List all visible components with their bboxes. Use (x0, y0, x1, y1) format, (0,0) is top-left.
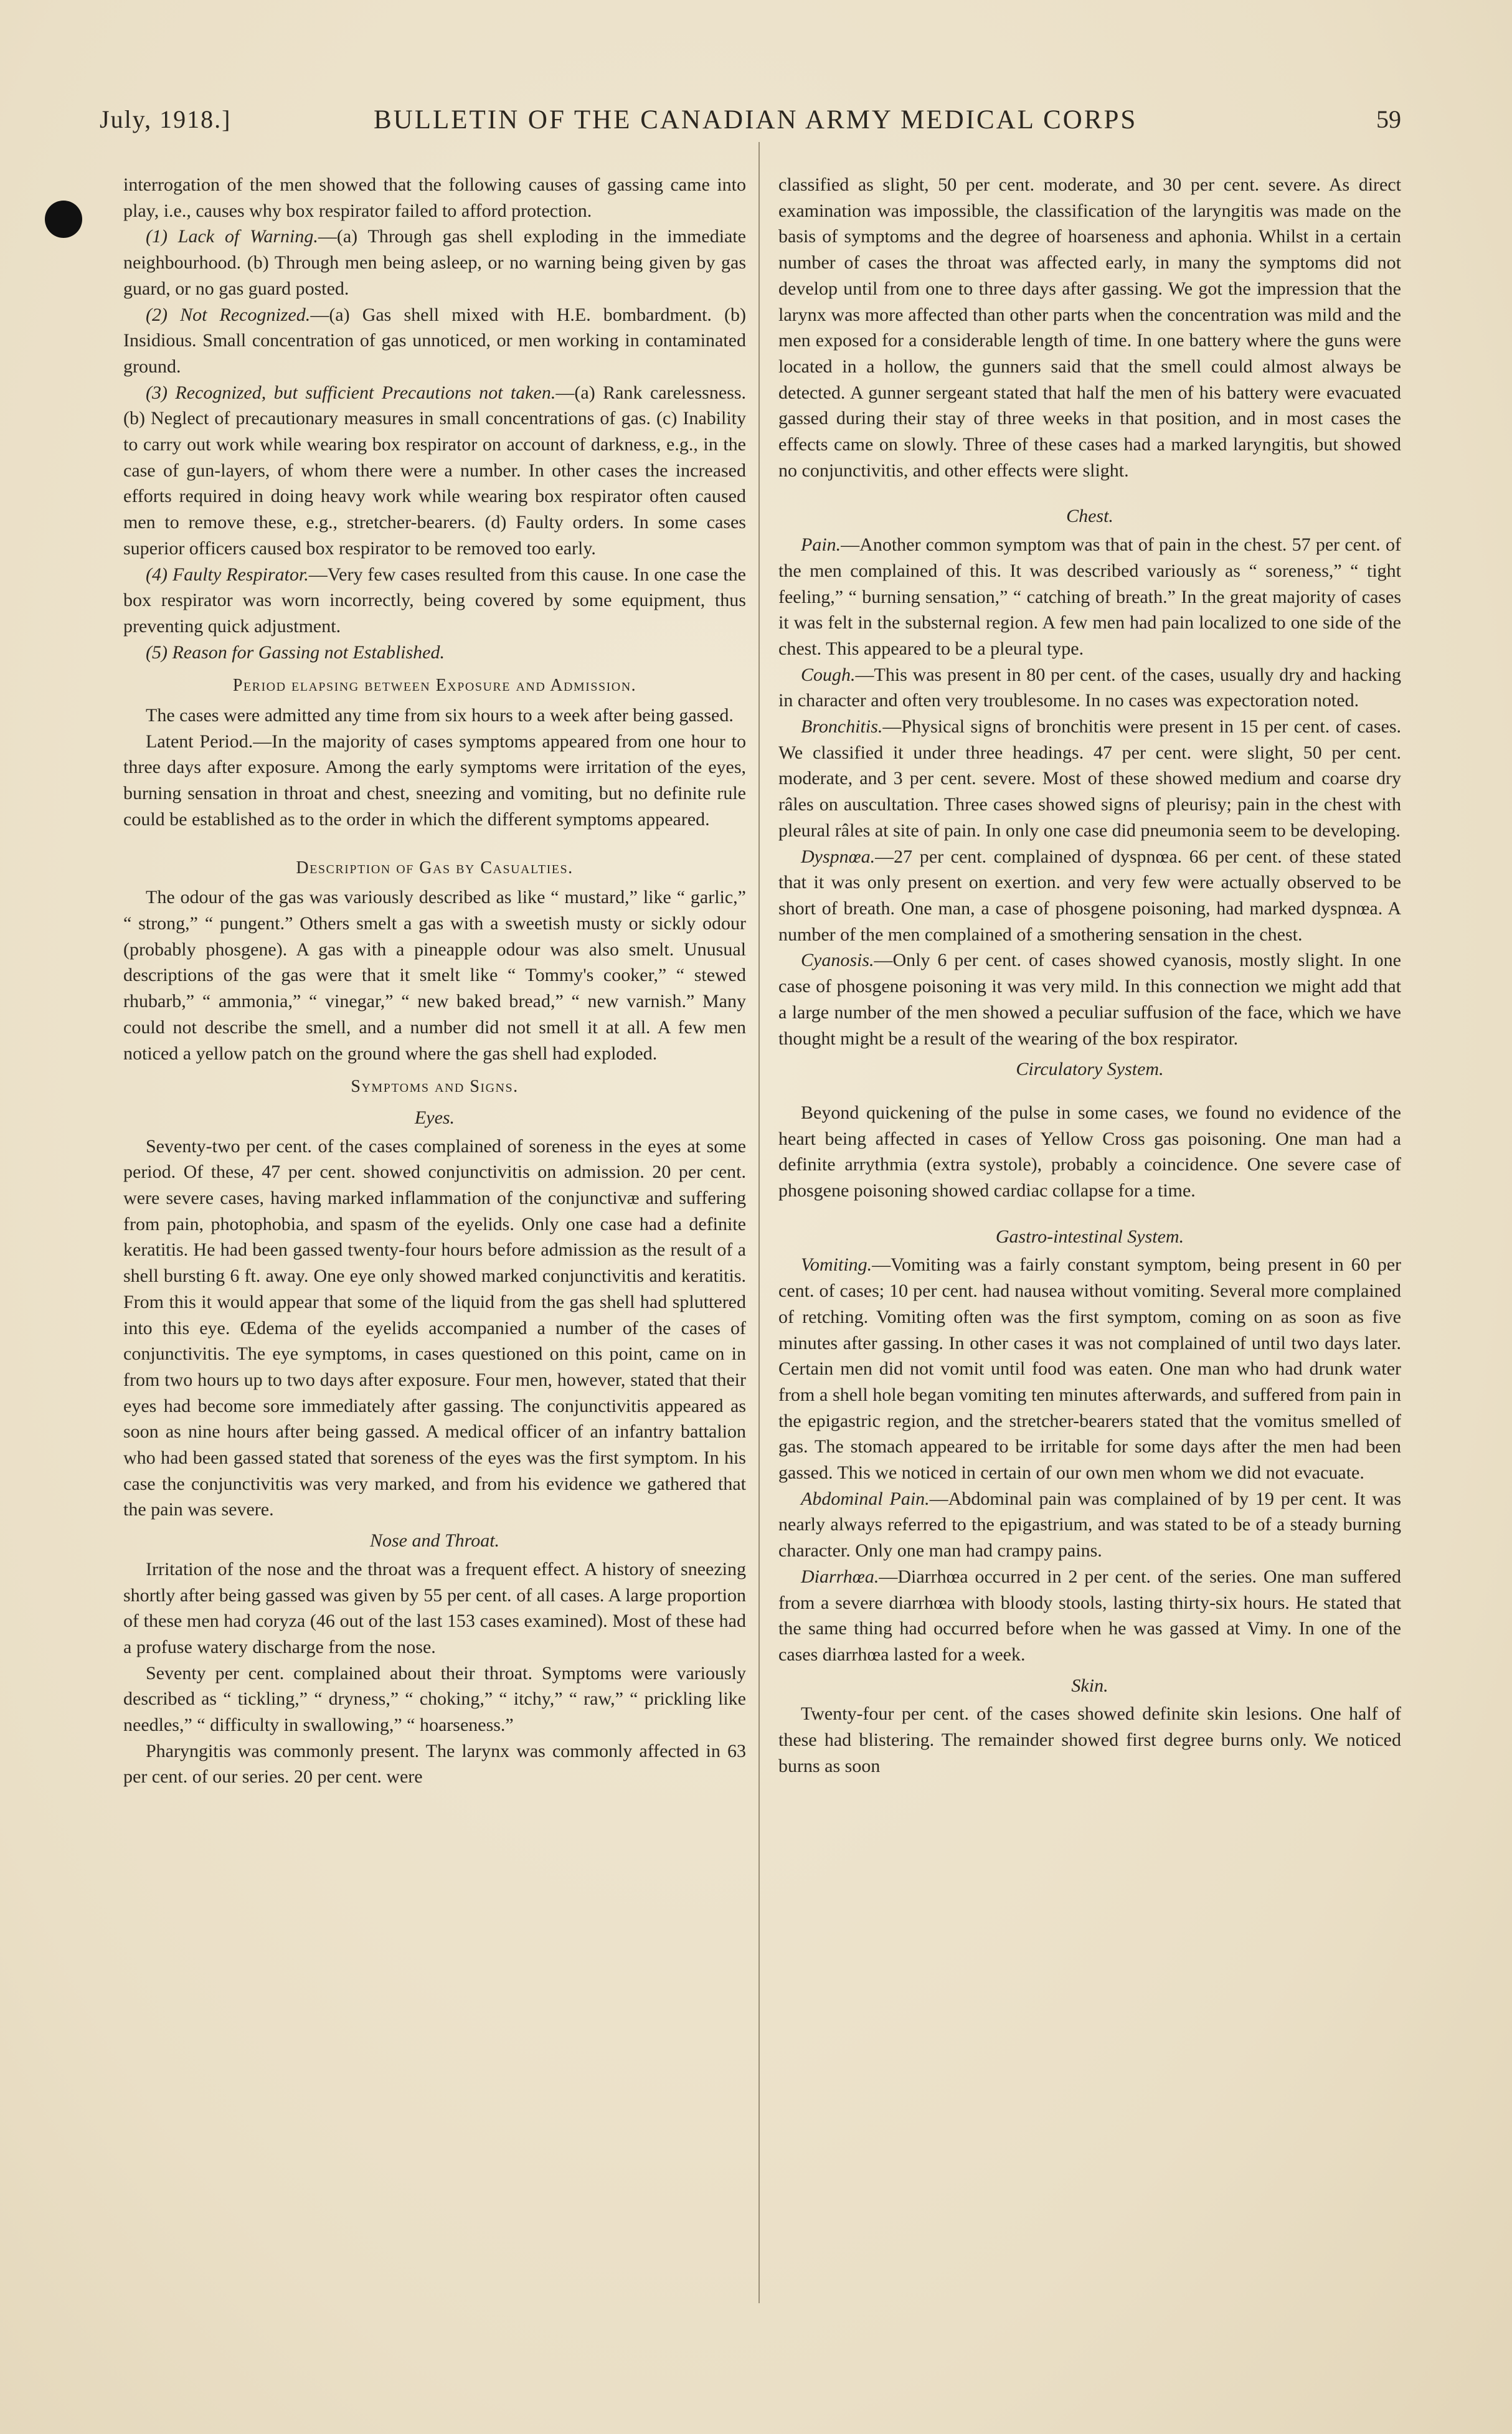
symptom-heading: Cough. (801, 664, 856, 685)
cause-heading: (2) Not Recognized. (146, 304, 311, 325)
left-column (123, 172, 746, 1790)
page-number: 59 (1376, 105, 1401, 133)
section-heading: Period elapsing between Exposure and Admission. (232, 676, 637, 696)
subsection-heading: Circulatory System. (1016, 1059, 1164, 1080)
cause-4 (123, 562, 746, 640)
paragraph: The odour of the gas was variously described as like “ mustard,” like “ garlic,” “ strong,” “ pungent.” Others smelt a gas with a sweetish musty or sickly odour (probably phosgene). A gas with a pineapple odour was also smelt. Unusual descriptions of the gas were that it smelt like “ Tommy's cooker,” “ stewed rhubarb,” “ ammonia,” “ vinegar,” “ new baked bread,” “ new varnish.” Many could not describe the smell, and a number did not smell it at all. A few men noticed a yellow patch on the ground where the gas shell had exploded. (123, 887, 746, 1064)
symptom-text: —Vomiting was a fairly constant symptom, being present in 60 per cent. of cases; 10 per cent. had nausea without vomiting. Several more complained of retching. Vomiting often was the first symptom, coming on as soon as five minutes after gassing. In other cases it was not complained of until two days later. Certain men did not vomit until food was eaten. One man who had drunk water from a shell hole began vomiting ten minutes afterwards, and suffered from pain in the epigastric region, and the stretcher-bearers stated that the vomitus smelled of gas. The stomach appeared to be irritable for some days after the men had been gassed. This we noticed in certain of our own men whom we did not evacuate. (778, 1254, 1401, 1484)
cause-5 (123, 640, 746, 666)
symptom-text: —Diarrhœa occurred in 2 per cent. of the series. One man suffered from a severe diarrhœa with bloody stools, lasting thirty-six hours. He stated that the same thing had occurred before when he was gassed at Vimy. In one of the cases diarrhœa lasted for a week. (778, 1566, 1401, 1665)
symptom-bronchitis (778, 714, 1401, 844)
cause-1 (123, 224, 746, 301)
subsection-heading: Gastro-intestinal System. (995, 1226, 1184, 1247)
cause-text: —(a) Through gas shell exploding in the immediate neighbourhood. (b) Through men being asleep, or no warning being given by gas guard, or no gas guard posted. (123, 226, 746, 299)
paragraph: Irritation of the nose and the throat was a frequent effect. A history of sneezing shortly after being gassed was given by 55 per cent. of all cases. A large proportion of these men had coryza (46 out of the last 153 cases examined). Most of these had a profuse watery discharge from the nose. (123, 1558, 746, 1657)
cause-2 (123, 302, 746, 380)
running-header (100, 105, 1401, 148)
paragraph: The cases were admitted any time from six hours to a week after being gassed. (146, 705, 734, 726)
cause-heading: (3) Recognized, but sufficient Precautions not taken. (146, 382, 556, 403)
symptom-text: —Abdominal pain was complained of by 19 per cent. It was nearly always referred to the epigastrium, and was stated to be of a steady burning character. Only one man had crampy pains. (778, 1488, 1401, 1561)
section-heading: Symptoms and Signs. (351, 1077, 519, 1097)
cause-text: —(a) Gas shell mixed with H.E. bombardment. (b) Insidious. Small concentration of gas unnoticed, or men working in contaminated ground. (123, 304, 747, 377)
cause-heading: (4) Faulty Respirator. (146, 564, 309, 585)
symptom-heading: Bronchitis. (801, 716, 883, 737)
cause-text: —(a) Rank carelessness. (b) Neglect of precautionary measures in small concentrations of gas. (c) Inability to carry out work while wearing box respirator on account of darkness, e.g., in the case of gun-layers, of whom there were a number. In other cases the increased efforts required in doing heavy work while wearing box respirator often caused men to remove these, e.g., stretcher-bearers. (d) Faulty orders. In some cases superior officers caused box respirator to be removed too early. (123, 382, 746, 559)
column-divider (758, 142, 760, 2303)
binder-hole (45, 201, 82, 238)
symptom-text: —Physical signs of bronchitis were present in 15 per cent. of cases. We classified it under three headings. 47 per cent. were slight, 50 per cent. moderate, and 3 per cent. severe. Most of these showed medium and coarse dry râles on auscultation. Three cases showed signs of pleurisy; pain in the chest with pleural râles at site of pain. In only one case did pneumonia seem to be developing. (778, 716, 1401, 841)
paragraph: Latent Period.—In the majority of cases symptoms appeared from one hour to three days after exposure. Among the early symptoms were irritation of the eyes, burning sensation in throat and chest, sneezing and vomiting, but no definite rule could be established as to the order in which the different symptoms appeared. (123, 731, 746, 830)
cause-heading: (5) Reason for Gassing not Established. (146, 642, 445, 663)
symptom-pain (778, 532, 1401, 662)
right-column (778, 172, 1401, 1779)
cause-heading: (1) Lack of Warning. (146, 226, 318, 247)
symptom-vomiting (778, 1252, 1401, 1485)
subsection-heading: Eyes. (414, 1107, 455, 1128)
paragraph: Twenty-four per cent. of the cases showed definite skin lesions. One half of these had blistering. The remainder showed first degree burns only. We noticed burns as soon (778, 1703, 1401, 1776)
symptom-abdominal-pain (778, 1486, 1401, 1564)
symptom-heading: Vomiting. (801, 1254, 872, 1276)
symptom-heading: Diarrhœa. (801, 1566, 879, 1587)
paragraph: Pharyngitis was commonly present. The larynx was commonly affected in 63 per cent. of our series. 20 per cent. were (123, 1740, 746, 1788)
subsection-heading: Chest. (1066, 506, 1113, 527)
symptom-heading: Dyspnœa. (801, 846, 876, 867)
header-date: July, 1918.] (100, 105, 232, 133)
symptom-heading: Abdominal Pain. (801, 1488, 930, 1509)
symptom-dyspnoea (778, 844, 1401, 948)
paragraph: Seventy-two per cent. of the cases complained of soreness in the eyes at some period. Of these, 47 per cent. showed conjunctivitis on admission. 20 per cent. were severe cases, having marked inflammation of the conjunctivæ and suffering from pain, photophobia, and spasm of the eyelids. Only one case had a definite keratitis. He had been gassed twenty-four hours before admission as the result of a shell bursting 6 ft. away. One eye only showed marked conjunctivitis and keratitis. From this it would appear that some of the liquid from the gas shell had spluttered into this eye. Œdema of the eyelids accompanied a number of the cases of conjunctivitis. The eye symptoms, in cases questioned on this point, came on in from two hours up to two days after exposure. Four men, however, stated that their eyes had become sore immediately after gassing. The conjunctivitis appeared as soon as nine hours after being gassed. A medical officer of an infantry battalion who had been gassed stated that soreness of the eyes was the first symptom. In his case the conjunctivitis was very marked, and from his evidence we gathered that the pain was severe. (123, 1135, 746, 1520)
subsection-heading: Skin. (1071, 1675, 1108, 1696)
symptom-text: —27 per cent. complained of dyspnœa. 66 per cent. of these stated that it was only present on exertion. and very few were actually observed to be short of breath. One man, a case of phosgene poisoning, had marked dyspnœa. A number of the men complained of a smothering sensation in the chest. (778, 846, 1401, 945)
paragraph: interrogation of the men showed that the following causes of gassing came into play, i.e., causes why box respirator failed to afford protection. (123, 174, 746, 221)
symptom-text: —Only 6 per cent. of cases showed cyanosis, mostly slight. In one case of phosgene poisoning it was very mild. In this connection we might add that a large number of the men showed a peculiar suffusion of the face, which we have thought might be a result of the wearing of the box respirator. (778, 950, 1401, 1049)
subsection-heading: Nose and Throat. (369, 1530, 500, 1551)
cause-3 (123, 380, 746, 562)
paragraph: Beyond quickening of the pulse in some cases, we found no evidence of the heart being affected in cases of Yellow Cross gas poisoning. One man had a definite arrythmia (extra systole), probably a coincidence. One severe case of phosgene poisoning showed cardiac collapse for a time. (778, 1102, 1401, 1201)
symptom-cyanosis (778, 947, 1401, 1051)
symptom-text: —Another common symptom was that of pain in the chest. 57 per cent. of the men complained of this. It was described variously as “ soreness,” “ tight feeling,” “ burning sensation,” “ catching of breath.” In the great majority of cases it was felt in the substernal region. A few men had pain localized to one side of the chest. This appeared to be a pleural type. (778, 534, 1401, 659)
section-heading: Description of Gas by Casualties. (296, 858, 574, 878)
symptom-diarrhoea (778, 1564, 1401, 1668)
journal-title: BULLETIN OF THE CANADIAN ARMY MEDICAL CORPS (374, 105, 1138, 135)
symptom-heading: Pain. (801, 534, 841, 556)
paragraph: classified as slight, 50 per cent. moderate, and 30 per cent. severe. As direct examination was impossible, the classification of the laryngitis was made on the basis of symptoms and the degree of hoarseness and aphonia. Whilst in a certain number of cases the throat was affected early, in many the symptoms did not develop until from one to three days after gassing. We got the impression that the larynx was more affected than other parts when the concentration was mild and the men exposed for a considerable length of time. In one battery where the guns were located in a hollow, the gunners said that the smell could almost always be detected. A gunner sergeant stated that half the men of his battery were evacuated gassed during their stay of three weeks in that position, and in most cases the effects came on slowly. Three of these cases had a marked laryngitis, but showed no conjunctivitis, and other effects were slight. (778, 174, 1401, 481)
symptom-heading: Cyanosis. (801, 950, 874, 971)
paragraph: Seventy per cent. complained about their throat. Symptoms were variously described as “ tickling,” “ dryness,” “ choking,” “ itchy,” “ raw,” “ prickling like needles,” “ difficulty in swallowing,” “ hoarseness.” (123, 1662, 746, 1736)
symptom-text: —This was present in 80 per cent. of the cases, usually dry and hacking in character and often very troublesome. In no cases was expectoration noted. (778, 664, 1401, 711)
symptom-cough (778, 662, 1401, 714)
cause-text: —Very few cases resulted from this cause. In one case the box respirator was worn incorrectly, being covered by some equipment, thus preventing quick adjustment. (123, 564, 746, 637)
